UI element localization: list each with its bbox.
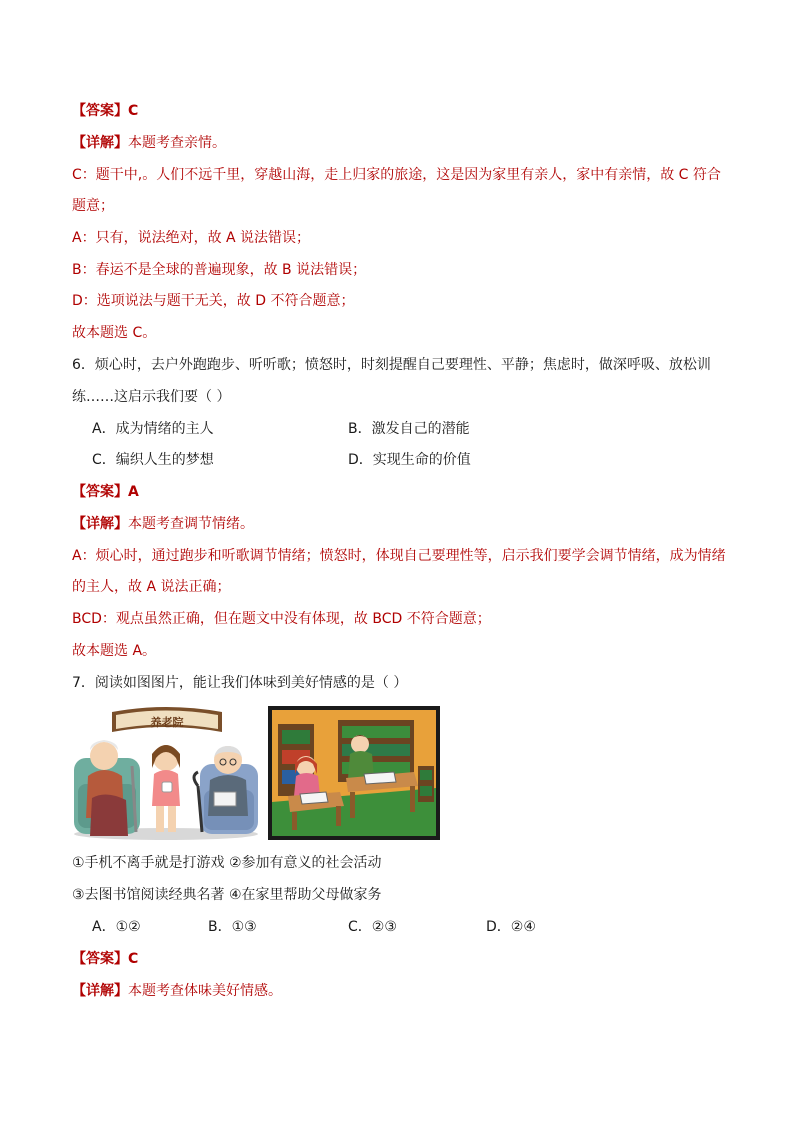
q6-stem-1: 6．烦心时，去户外跑跑步、听听歌；愤怒时，时刻提醒自己要理性、平静；焦虑时，做深呼吸、放松训 bbox=[72, 357, 711, 373]
nursing-home-illustration bbox=[72, 706, 260, 840]
q6-conclusion: 故本题选 A。 bbox=[72, 643, 157, 659]
q7-stem: 7．阅读如图图片，能让我们体味到美好情感的是（ ） bbox=[72, 675, 408, 691]
answer-label: 【答案】 bbox=[72, 103, 128, 119]
library-illustration bbox=[268, 706, 440, 840]
detail-label: 【详解】 bbox=[72, 516, 128, 532]
q7-detail bbox=[72, 981, 722, 1001]
answer-value: C bbox=[128, 103, 139, 119]
q5-explain-d: D：选项说法与题干无关，故 D 不符合题意； bbox=[72, 293, 355, 309]
q7-answer bbox=[72, 949, 722, 969]
q6-option-a: A．成为情绪的主人 bbox=[92, 421, 214, 437]
q6-explain-a-1: A：烦心时，通过跑步和听歌调节情绪；愤怒时，体现自己要理性等，启示我们要学会调节情绪，成为情绪 bbox=[72, 548, 726, 564]
q5-explain-b: B：春运不是全球的普遍现象，故 B 说法错误； bbox=[72, 262, 367, 278]
q5-explain-c-1: C：题干中,。人们不远千里，穿越山海，走上归家的旅途，这是因为家里有亲人，家中有亲情，故 C 符合 bbox=[72, 167, 721, 183]
sign-text: 养老院 bbox=[150, 716, 184, 729]
q5-conclusion: 故本题选 C。 bbox=[72, 325, 157, 341]
q6-option-c: C．编织人生的梦想 bbox=[92, 452, 214, 468]
q6-stem-2: 练……这启示我们要（ ） bbox=[72, 389, 231, 405]
answer-label: 【答案】 bbox=[72, 484, 128, 500]
q6-option-d: D．实现生命的价值 bbox=[348, 452, 471, 468]
answer-value: A bbox=[128, 484, 139, 500]
answer-label: 【答案】 bbox=[72, 951, 128, 967]
q7-items-1: ①手机不离手就是打游戏 ②参加有意义的社会活动 bbox=[72, 855, 382, 871]
q7-option-b: B．①③ bbox=[208, 919, 257, 935]
detail-label: 【详解】 bbox=[72, 983, 128, 999]
q6-answer bbox=[72, 482, 722, 502]
q5-detail bbox=[72, 133, 722, 153]
detail-text: 本题考查调节情绪。 bbox=[128, 516, 254, 532]
q7-option-d: D．②④ bbox=[486, 919, 536, 935]
q6-explain-bcd: BCD：观点虽然正确，但在题文中没有体现，故 BCD 不符合题意； bbox=[72, 611, 491, 627]
q6-explain-a-2: 的主人，故 A 说法正确； bbox=[72, 579, 231, 595]
q5-answer bbox=[72, 101, 722, 121]
q7-option-c: C．②③ bbox=[348, 919, 397, 935]
q7-option-a: A．①② bbox=[92, 919, 141, 935]
q5-explain-a: A：只有，说法绝对，故 A 说法错误； bbox=[72, 230, 311, 246]
answer-value: C bbox=[128, 951, 139, 967]
q6-option-b: B．激发自己的潜能 bbox=[348, 421, 470, 437]
detail-label: 【详解】 bbox=[72, 135, 128, 151]
detail-text: 本题考查亲情。 bbox=[128, 135, 226, 151]
q7-items-2: ③去图书馆阅读经典名著 ④在家里帮助父母做家务 bbox=[72, 887, 382, 903]
detail-text: 本题考查体味美好情感。 bbox=[128, 983, 282, 999]
q6-detail bbox=[72, 514, 722, 534]
q5-explain-c-2: 题意； bbox=[72, 198, 114, 214]
